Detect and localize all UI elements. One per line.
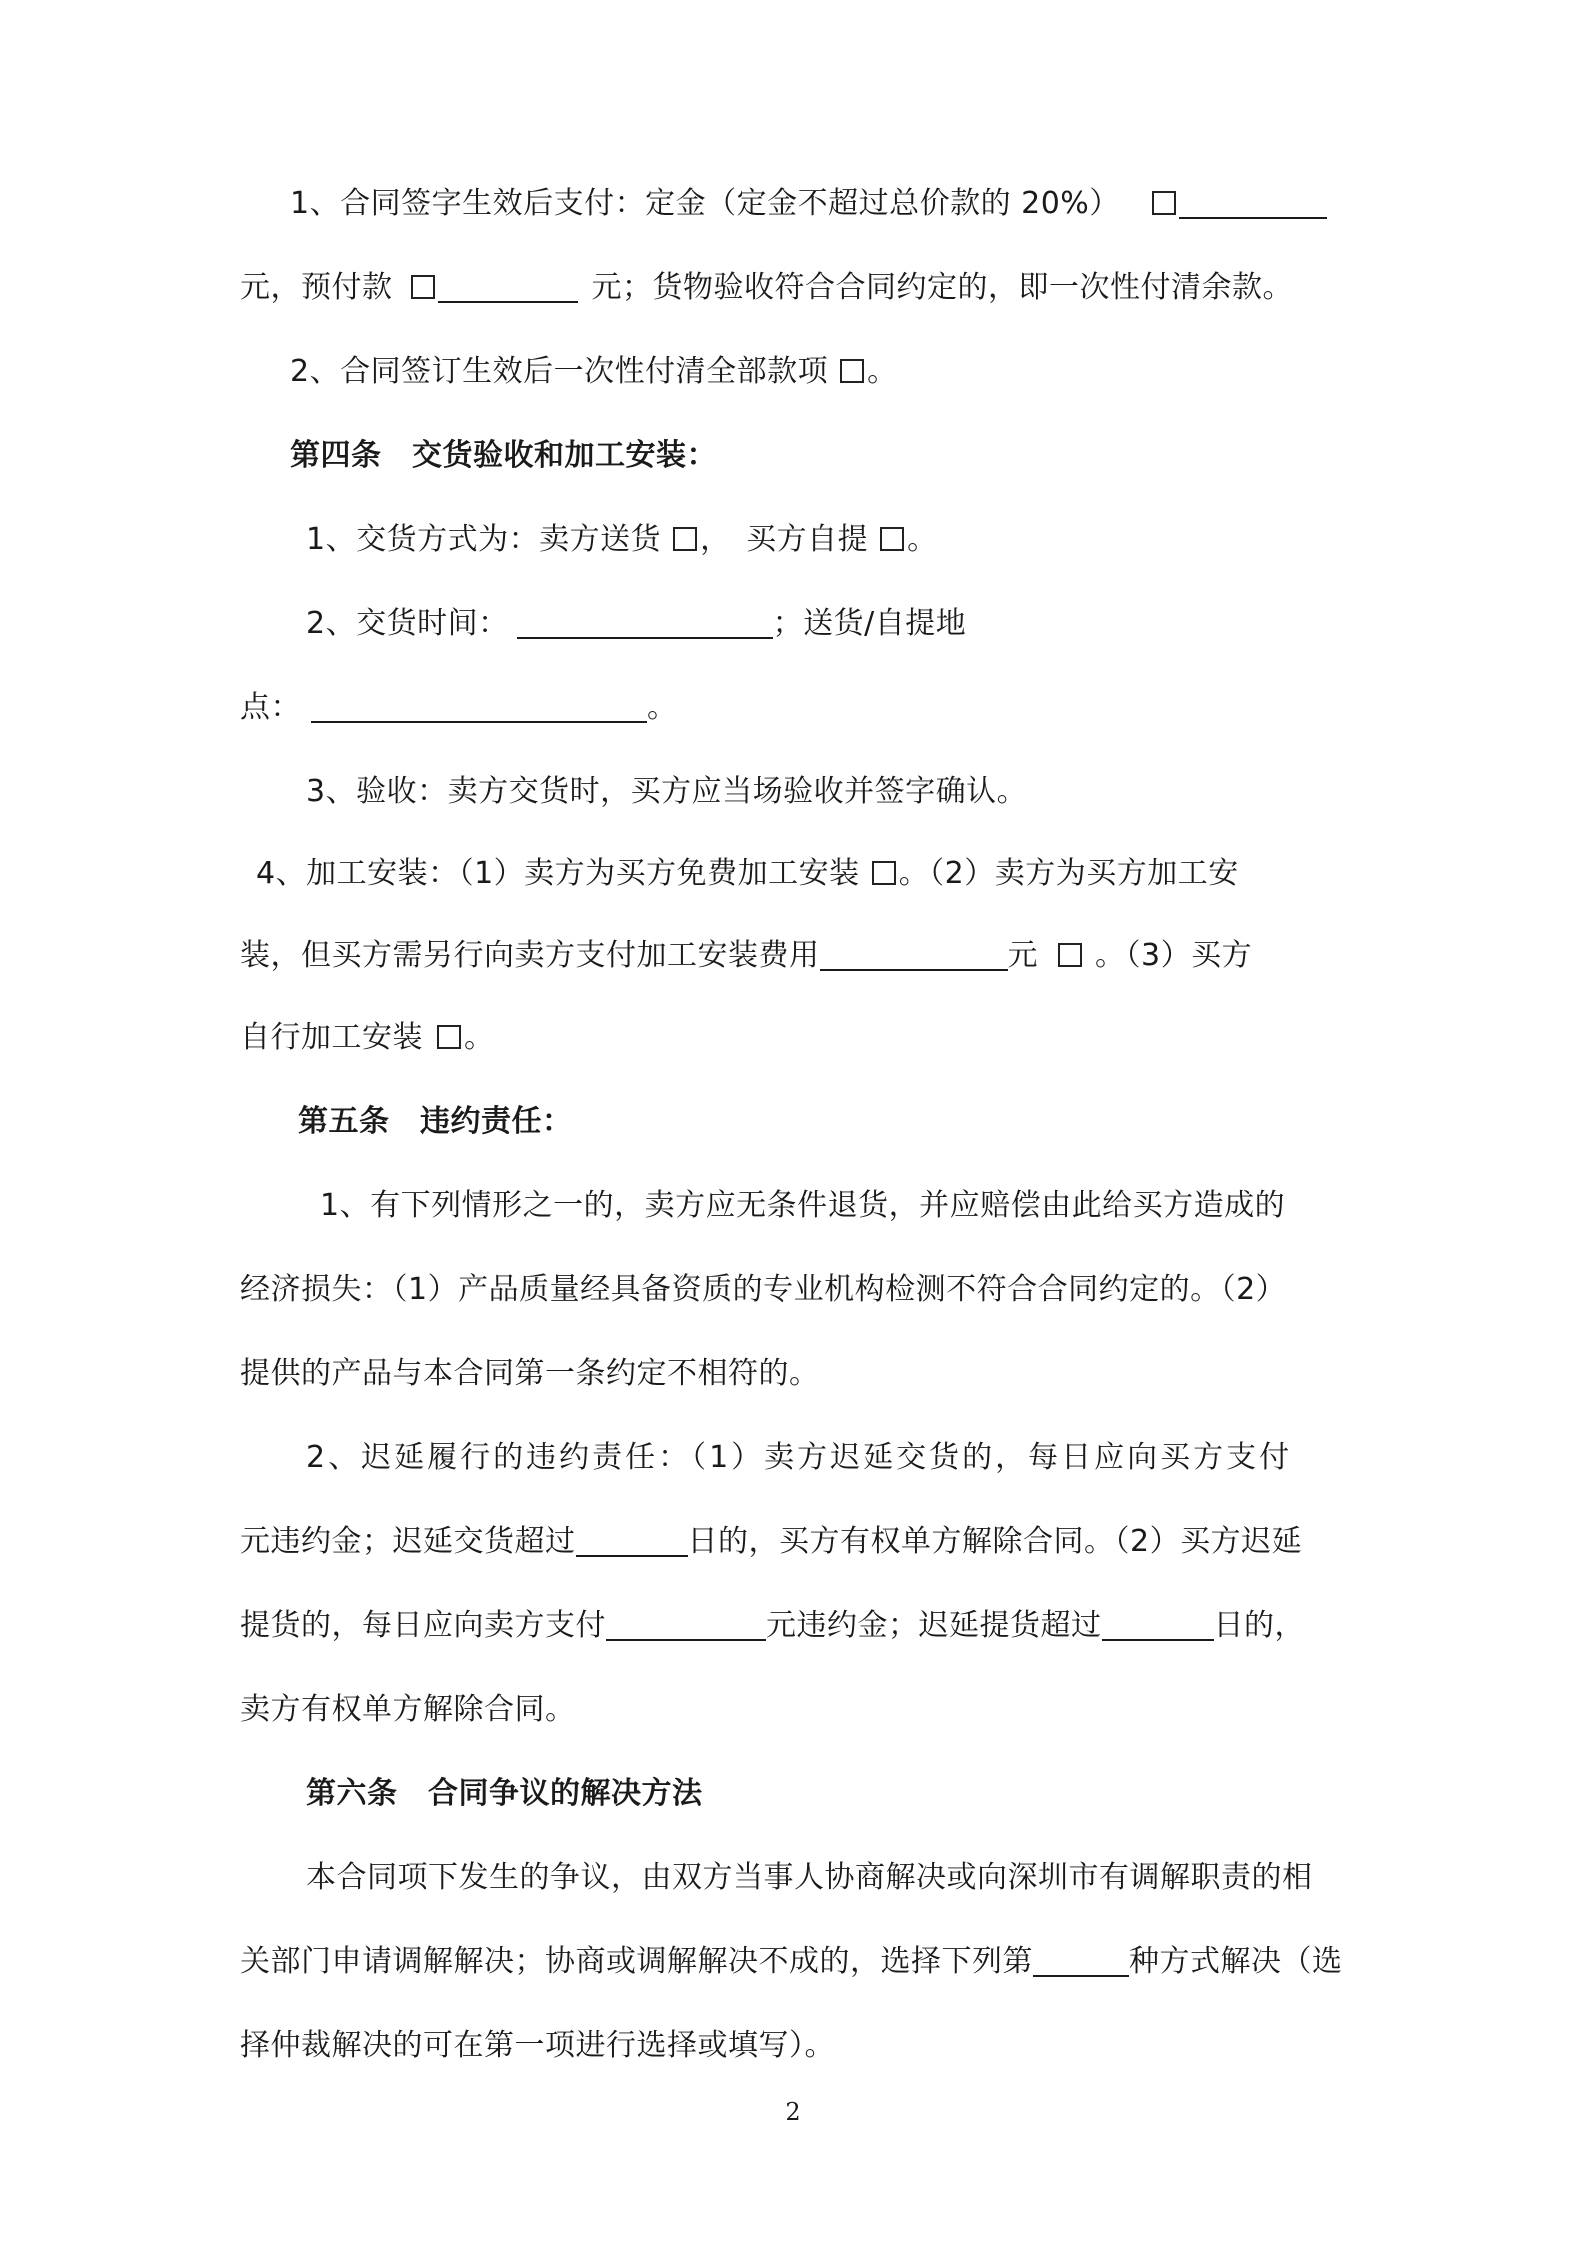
dispute-method-blank[interactable] — [1033, 1941, 1129, 1977]
clause3-item2: 2、合同签订生效后一次性付清全部款项 。 — [290, 354, 898, 389]
clause5-item2-line4: 卖方有权单方解除合同。 — [240, 1692, 576, 1727]
clause4-item4-line1: 4、加工安装：（1）卖方为买方免费加工安装 。（2）卖方为买方加工安 — [256, 856, 1239, 891]
clause4-item3: 3、验收：卖方交货时，买方应当场验收并签字确认。 — [306, 774, 1028, 809]
clause4-heading: 第四条 交货验收和加工安装： — [290, 438, 717, 473]
daily-penalty-blank[interactable] — [606, 1605, 766, 1641]
seller-delivery-checkbox[interactable] — [673, 527, 697, 551]
clause4-item1: 1、交货方式为：卖方送货 ， 买方自提 。 — [306, 522, 938, 557]
paid-install-checkbox[interactable] — [1058, 943, 1082, 967]
clause3-item1-line2: 元，预付款 元；货物验收符合合同约定的，即一次性付清余款。 — [240, 266, 1293, 310]
clause5-item2-line3: 提货的，每日应向卖方支付 元违约金；迟延提货超过 日的， — [240, 1604, 1305, 1648]
clause6-para-line3: 择仲裁解决的可在第一项进行选择或填写）。 — [240, 2028, 835, 2063]
delivery-delay-days-blank[interactable] — [576, 1521, 688, 1557]
clause6-para-line2: 关部门申请调解解决；协商或调解解决不成的，选择下列第 种方式解决（选 — [240, 1940, 1343, 1984]
buyer-pickup-checkbox[interactable] — [880, 527, 904, 551]
clause3-item1-line1: 1、合同签字生效后支付：定金（定金不超过总价款的 20%） — [290, 182, 1327, 226]
prepayment-amount-blank[interactable] — [438, 267, 578, 303]
install-fee-blank[interactable] — [820, 935, 1008, 971]
full-payment-checkbox[interactable] — [840, 359, 864, 383]
delivery-time-blank[interactable] — [517, 603, 773, 639]
clause5-item2-line1: 2、迟延履行的违约责任：（1）卖方迟延交货的，每日应向买方支付 — [306, 1440, 1293, 1475]
clause6-heading: 第六条 合同争议的解决方法 — [306, 1776, 703, 1811]
clause5-item2-line2: 元违约金；迟延交货超过 日的，买方有权单方解除合同。（2）买方迟延 — [240, 1520, 1302, 1564]
clause4-item4-line2: 装，但买方需另行向卖方支付加工安装费用 元 。（3）买方 — [240, 934, 1252, 978]
clause4-item4-line3: 自行加工安装 。 — [240, 1020, 495, 1055]
deposit-amount-blank[interactable] — [1179, 183, 1327, 219]
prepayment-checkbox[interactable] — [411, 275, 435, 299]
deposit-checkbox[interactable] — [1152, 191, 1176, 215]
free-install-checkbox[interactable] — [872, 861, 896, 885]
page-number: 2 — [785, 2098, 801, 2126]
clause5-item1-line1: 1、有下列情形之一的，卖方应无条件退货，并应赔偿由此给买方造成的 — [320, 1188, 1286, 1223]
clause4-item2-line1: 2、交货时间： ；送货/自提地 — [306, 602, 966, 646]
self-install-checkbox[interactable] — [437, 1025, 461, 1049]
clause5-item1-line2: 经济损失：（1）产品质量经具备资质的专业机构检测不符合合同约定的。（2） — [240, 1272, 1287, 1307]
clause6-para-line1: 本合同项下发生的争议，由双方当事人协商解决或向深圳市有调解职责的相 — [306, 1860, 1313, 1895]
pickup-delay-days-blank[interactable] — [1102, 1605, 1214, 1641]
delivery-location-blank[interactable] — [311, 687, 647, 723]
clause5-heading: 第五条 违约责任： — [298, 1104, 573, 1139]
clause4-item2-line2: 点： 。 — [240, 686, 678, 730]
clause5-item1-line3: 提供的产品与本合同第一条约定不相符的。 — [240, 1356, 820, 1391]
